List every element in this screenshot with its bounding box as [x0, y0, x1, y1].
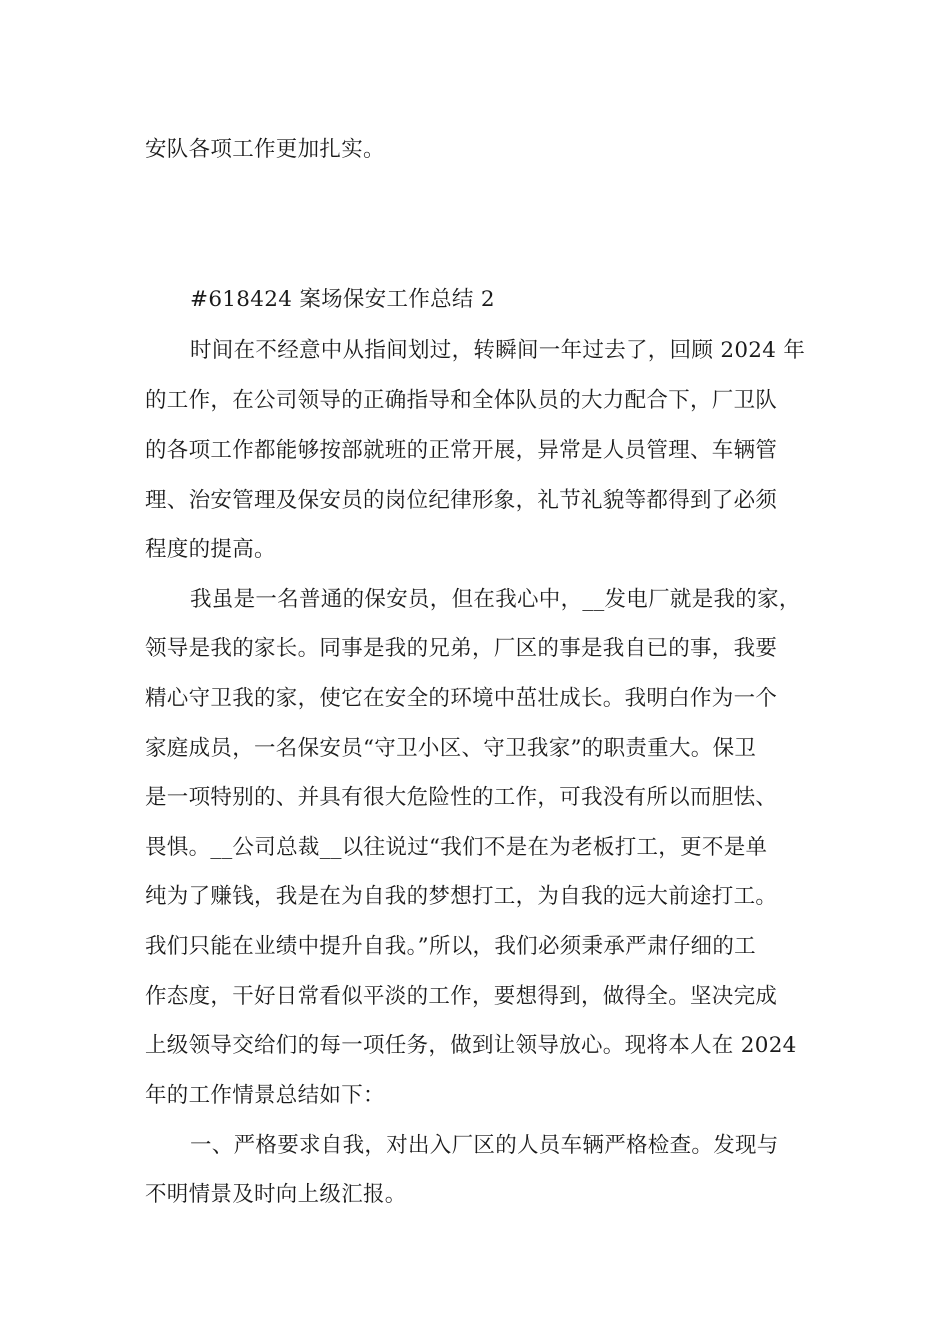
paragraph-line: 我们只能在业绩中提升自我。”所以，我们必须秉承严肃仔细的工 [145, 934, 756, 959]
paragraph-line: 我虽是一名普通的保安员，但在我心中，__发电厂就是我的家， [190, 587, 801, 612]
paragraph-line: 畏惧。__公司总裁__以往说过“我们不是在为老板打工，更不是单 [145, 835, 768, 860]
paragraph-line: 一、严格要求自我，对出入厂区的人员车辆严格检查。发现与 [190, 1133, 779, 1158]
section-heading: #618424 案场保安工作总结 2 [190, 287, 495, 312]
paragraph-line: 家庭成员，一名保安员“守卫小区、守卫我家”的职责重大。保卫 [145, 736, 757, 761]
paragraph-line: 程度的提高。 [145, 537, 276, 562]
paragraph-line: 精心守卫我的家，使它在安全的环境中茁壮成长。我明白作为一个 [145, 686, 778, 711]
paragraph-line: 的各项工作都能够按部就班的正常开展，异常是人员管理、车辆管 [145, 438, 778, 463]
paragraph-line: 的工作，在公司领导的正确指导和全体队员的大力配合下，厂卫队 [145, 388, 778, 413]
paragraph-line: 上级领导交给们的每一项任务，做到让领导放心。现将本人在 2024 [145, 1033, 797, 1058]
paragraph-line: 时间在不经意中从指间划过，转瞬间一年过去了，回顾 2024 年 [190, 338, 806, 363]
paragraph-line: 作态度，干好日常看似平淡的工作，要想得到，做得全。坚决完成 [145, 984, 778, 1009]
paragraph-line: 是一项特别的、并具有很大危险性的工作，可我没有所以而胆怯、 [145, 785, 778, 810]
continuation-text: 安队各项工作更加扎实。 [145, 137, 385, 162]
paragraph-line: 不明情景及时向上级汇报。 [145, 1182, 407, 1207]
paragraph-line: 年的工作情景总结如下： [145, 1083, 385, 1108]
paragraph-line: 领导是我的家长。同事是我的兄弟，厂区的事是我自已的事，我要 [145, 636, 778, 661]
paragraph-line: 纯为了赚钱，我是在为自我的梦想打工，为自我的远大前途打工。 [145, 884, 778, 909]
paragraph-line: 理、治安管理及保安员的岗位纪律形象，礼节礼貌等都得到了必须 [145, 488, 778, 513]
